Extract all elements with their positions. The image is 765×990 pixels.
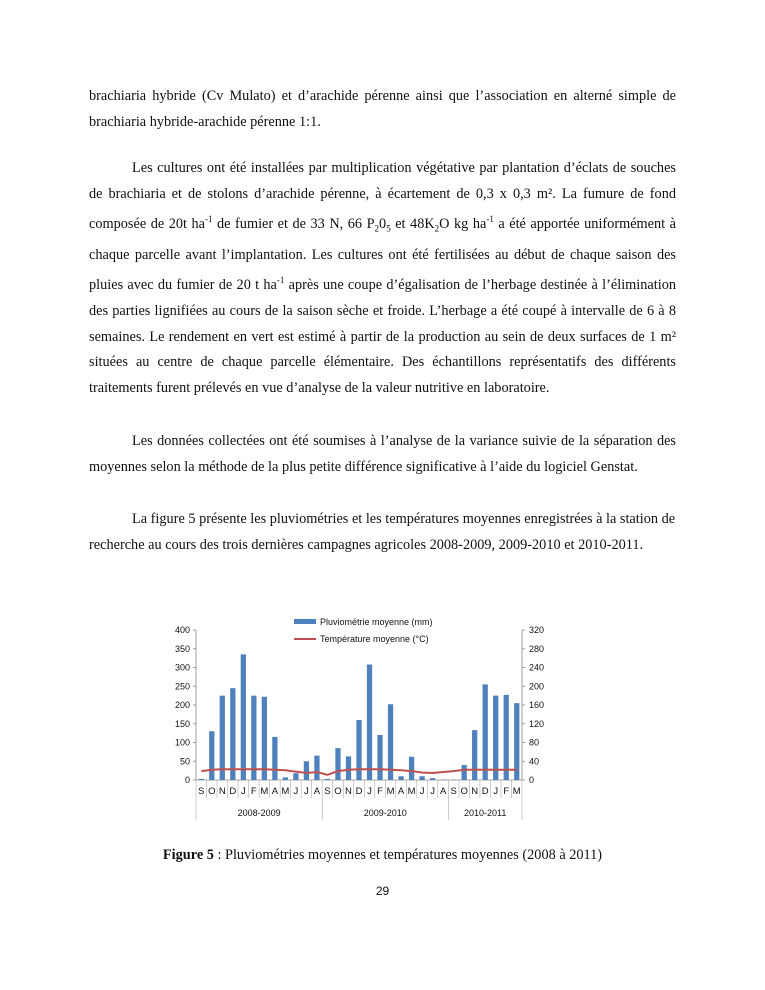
rainfall-bar bbox=[430, 778, 435, 780]
month-tick-label: M bbox=[260, 786, 269, 797]
rainfall-bar bbox=[419, 776, 424, 780]
rainfall-bar bbox=[325, 779, 330, 780]
p2-seg4: et 48K bbox=[390, 216, 435, 233]
y-right-tick-label: 80 bbox=[529, 737, 540, 748]
p2-seg6: a été apportée uniformément à chaque parcelle avant l’implantation. Les cultures ont été fertilisées au début de chaque saison des pluies avec du fumier de 20 t ha bbox=[89, 216, 677, 294]
p2-sub3: 2 bbox=[434, 224, 440, 235]
rainfall-bar bbox=[356, 720, 361, 780]
y-left-tick-label: 300 bbox=[174, 662, 190, 673]
paragraph-4-text: La figure 5 présente les pluviométries et les températures moyennes enregistrées à la station de recherche au cours des trois dernières campagnes agricoles 2008-2009, 2009-2010 et 2010-2011. bbox=[89, 511, 676, 553]
figure-caption-text: : Pluviométries moyennes et températures moyennes (2008 à 2011) bbox=[213, 847, 603, 863]
p2-seg7: après une coupe d’égalisation de l’herbage destinée à l’élimination des parties lignifiées au cours de la saison sèche et froide. L’herbage a été coupé à intervalle de 6 à 8 semaines. Le rendement en vert est estimé à partir de la production au sein de deux surfaces de 1 m² situées au centre de chaque parcelle élémentaire. Des échantillons représentatifs des différents traitements furent prélevés en vue d’analyse de la valeur nutritive en laboratoire. bbox=[89, 277, 676, 397]
rainfall-bar bbox=[241, 654, 246, 780]
paragraph-3-text: Les données collectées ont été soumises à l’analyse de la variance suivie de la séparation des moyennes selon la méthode de la plus petite différence significative à l’aide du logiciel Genstat. bbox=[89, 433, 676, 475]
y-left-tick-label: 50 bbox=[179, 756, 190, 767]
rainfall-bar bbox=[483, 684, 488, 780]
month-tick-label: N bbox=[345, 786, 352, 797]
p2-sub2: 5 bbox=[386, 224, 391, 235]
y-left-tick-label: 150 bbox=[174, 718, 190, 729]
y-right-tick-label: 240 bbox=[529, 662, 545, 673]
paragraph-1 bbox=[89, 84, 676, 135]
month-tick-label: J bbox=[493, 786, 499, 797]
period-label: 2008-2009 bbox=[237, 808, 281, 818]
y-left-tick-label: 200 bbox=[174, 700, 190, 710]
month-tick-label: N bbox=[471, 786, 479, 797]
rainfall-bar bbox=[262, 697, 267, 780]
rainfall-bar bbox=[209, 731, 214, 780]
month-tick-label: J bbox=[430, 786, 435, 797]
y-left-tick-label: 250 bbox=[174, 681, 190, 692]
rainfall-bar bbox=[398, 776, 403, 780]
paragraph-4 bbox=[89, 507, 676, 558]
rainfall-bar bbox=[199, 779, 204, 780]
month-tick-label: F bbox=[377, 786, 383, 797]
rainfall-bar bbox=[304, 761, 309, 780]
p2-seg1: Les cultures ont été installées par multiplication végétative par plantation d’éclats de souches de brachiaria et de stolons d’arachide pérenne, à écartement de 0,3 x 0,3 m². La fumure de fond composée de 20t ha bbox=[89, 160, 676, 233]
month-tick-label: A bbox=[313, 786, 321, 797]
rainfall-bar bbox=[462, 765, 467, 780]
month-tick-label: O bbox=[208, 786, 216, 797]
y-right-tick-label: 280 bbox=[529, 643, 545, 654]
y-right-tick-label: 40 bbox=[529, 756, 540, 767]
y-left-tick-label: 100 bbox=[174, 737, 190, 748]
rainfall-bar bbox=[493, 696, 498, 780]
rainfall-bar bbox=[283, 777, 288, 780]
month-tick-label: D bbox=[481, 786, 489, 797]
y-right-tick-label: 120 bbox=[529, 718, 545, 729]
y-right-tick-label: 320 bbox=[529, 625, 545, 635]
month-tick-label: O bbox=[460, 786, 468, 797]
p2-seg2: de fumier et de 33 N, 66 P bbox=[212, 216, 375, 233]
rainfall-bar bbox=[293, 773, 298, 780]
y-right-tick-label: 160 bbox=[529, 700, 545, 710]
rainfall-bar bbox=[335, 748, 340, 780]
p2-seg5: O kg ha bbox=[439, 216, 487, 233]
y-left-tick-label: 400 bbox=[174, 625, 190, 635]
month-tick-label: J bbox=[367, 786, 372, 797]
y-left-tick-label: 0 bbox=[184, 775, 190, 785]
rainfall-bar bbox=[220, 696, 225, 780]
p2-seg3: 0 bbox=[379, 216, 387, 233]
rainfall-temperature-chart bbox=[160, 612, 560, 827]
month-tick-label: J bbox=[240, 786, 246, 797]
rainfall-bar bbox=[346, 756, 351, 780]
p2-sup3: -1 bbox=[276, 275, 285, 286]
month-tick-label: A bbox=[271, 786, 279, 797]
month-tick-label: M bbox=[281, 786, 290, 797]
paragraph-3 bbox=[89, 429, 676, 480]
y-left-tick-label: 350 bbox=[174, 643, 190, 654]
period-label: 2009-2010 bbox=[363, 808, 407, 818]
month-tick-label: J bbox=[293, 786, 299, 797]
month-tick-label: M bbox=[407, 786, 416, 797]
month-tick-label: S bbox=[450, 786, 457, 797]
month-tick-label: J bbox=[304, 786, 309, 797]
rainfall-bar bbox=[409, 757, 414, 780]
month-tick-label: N bbox=[218, 786, 226, 797]
figure-caption bbox=[0, 847, 765, 864]
rainfall-bar bbox=[377, 735, 382, 780]
figure-caption-label: Figure 5 bbox=[162, 847, 214, 863]
legend-bar-swatch bbox=[294, 619, 316, 624]
month-tick-label: M bbox=[512, 786, 521, 797]
page-number: 29 bbox=[375, 884, 390, 898]
legend-line-label: Température moyenne (°C) bbox=[320, 634, 429, 644]
month-tick-label: D bbox=[229, 786, 237, 797]
month-tick-label: F bbox=[503, 786, 510, 797]
rainfall-bar bbox=[472, 730, 477, 780]
month-tick-label: S bbox=[198, 786, 205, 797]
p2-sub1: 2 bbox=[374, 224, 380, 235]
y-right-tick-label: 200 bbox=[529, 681, 545, 692]
rainfall-bar bbox=[504, 695, 509, 780]
month-tick-label: J bbox=[419, 786, 425, 797]
month-tick-label: S bbox=[324, 786, 331, 797]
rainfall-bar bbox=[514, 703, 519, 780]
rainfall-bar bbox=[251, 696, 256, 780]
p2-sup2: -1 bbox=[486, 214, 494, 225]
month-tick-label: A bbox=[397, 786, 405, 797]
p2-sup1: -1 bbox=[205, 214, 213, 225]
month-tick-label: A bbox=[439, 786, 447, 797]
rainfall-bar bbox=[367, 665, 372, 781]
month-tick-label: M bbox=[386, 786, 395, 797]
paragraph-1-text: brachiaria hybride (Cv Mulato) et d’arachide pérenne ainsi que l’association en alterné simple de brachiaria hybride-arachide pérenne 1:1. bbox=[89, 88, 676, 130]
rainfall-bar bbox=[314, 756, 319, 780]
period-label: 2010-2011 bbox=[464, 808, 507, 818]
rainfall-bar bbox=[272, 737, 277, 780]
month-tick-label: F bbox=[250, 786, 257, 797]
month-tick-label: D bbox=[355, 786, 363, 797]
paragraph-2 bbox=[89, 156, 676, 402]
rainfall-bar bbox=[230, 688, 235, 780]
legend-bar-label: Pluviométrie moyenne (mm) bbox=[320, 617, 433, 627]
month-tick-label: O bbox=[334, 786, 342, 797]
y-right-tick-label: 0 bbox=[529, 775, 535, 785]
